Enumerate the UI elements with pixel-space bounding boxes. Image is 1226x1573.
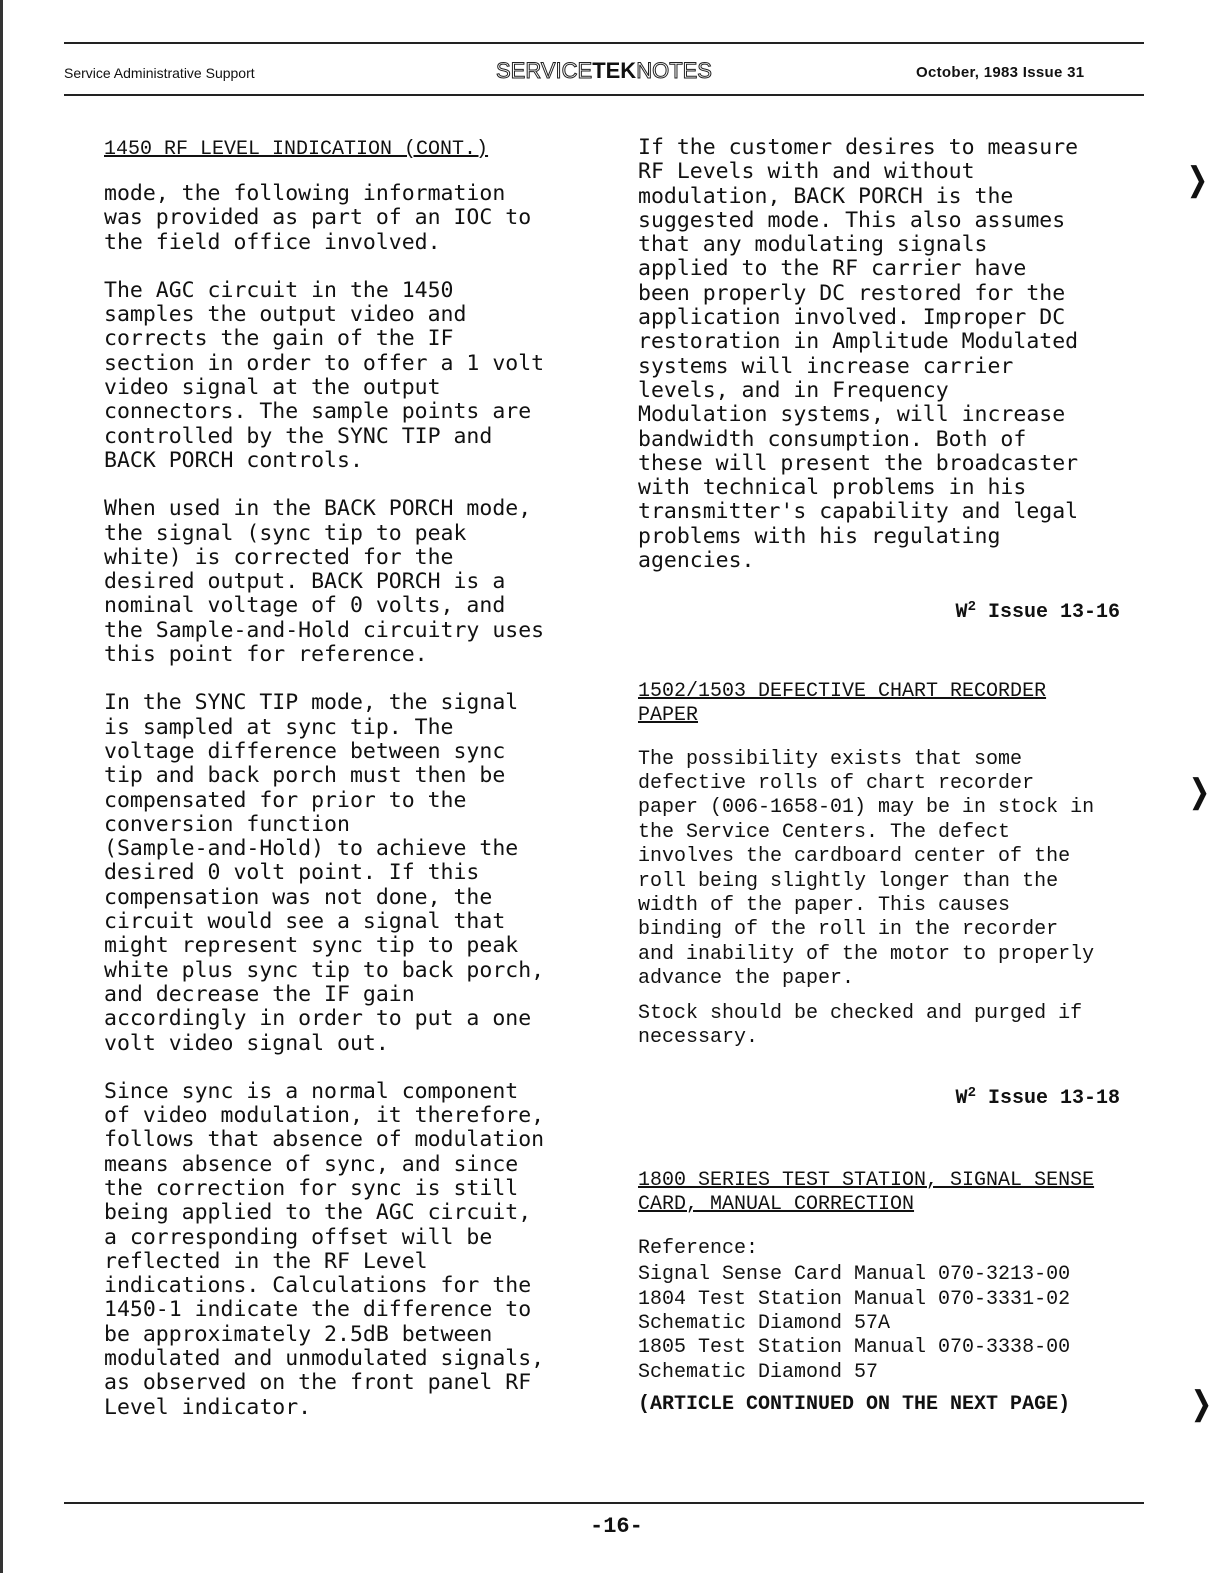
logo-notes: NOTES (636, 58, 712, 83)
continued-note: (ARTICLE CONTINUED ON THE NEXT PAGE) (638, 1393, 1071, 1417)
paragraph: The possibility exists that some defective rolls of chart recorder paper (006-1658-01) may be in stock in the Service Centers. The defect involves the cardboard center of the roll being slightly longer than the width of the paper. This causes binding of the roll in the recorder and inability of the motor to properly advance the paper. (638, 747, 1095, 991)
sig-superscript: 2 (967, 1084, 976, 1101)
logo-service: SERVICE (496, 58, 593, 83)
reference-label: Reference: (638, 1236, 759, 1260)
paragraph: If the customer desires to measure RF Levels with and without modulation, BACK PORCH is the suggested mode. This also assumes that any modulating signals applied to the RF carrier have been properly DC restored for the application involved. Improper DC restoration in Amplitude Modulated systems will increase carrier levels, and in Frequency Modulation systems, will increase bandwidth consumption. Both of these will present the broadcaster with technical problems in his transmitter's capability and legal problems with his regulating agencies. (638, 135, 1079, 574)
signature-issue-13-16 (638, 595, 1138, 625)
paragraph: Stock should be checked and purged if necessary. (638, 1001, 1083, 1050)
signature-issue-13-18 (638, 1081, 1138, 1111)
article-heading-1450: 1450 RF LEVEL INDICATION (CONT.) (104, 138, 489, 161)
page-number: -16- (590, 1514, 643, 1539)
header-top-rule (64, 42, 1144, 44)
paragraph: In the SYNC TIP mode, the signal is sampled at sync tip. The voltage difference between sync tip and back porch must then be compensated for prior to the conversion function (Sample-and-Hold) to achieve the desired 0 volt point. If this compensation was not done, the circuit would see a signal that might represent sync tip to peak white plus sync tip to back porch, and decrease the IF gain accordingly in order to put a one volt video signal out. (104, 690, 545, 1056)
paragraph: mode, the following information was provided as part of an IOC to the field office involved. (104, 181, 532, 255)
margin-arrow-icon: ❭ (1184, 160, 1211, 198)
sig-superscript: 2 (967, 599, 976, 616)
logo-tek: TEK (592, 58, 637, 83)
right-column (638, 136, 1138, 1418)
binding-edge (0, 0, 3, 1573)
header-issue-date: October, 1983 Issue 31 (916, 64, 1085, 81)
left-column (104, 138, 604, 1420)
sig-w: W (955, 1086, 968, 1110)
sig-issue: Issue 13-16 (975, 601, 1120, 625)
header-bottom-rule (64, 94, 1144, 96)
header-department: Service Administrative Support (64, 65, 255, 81)
sig-w: W (955, 601, 968, 625)
reference-list: Signal Sense Card Manual 070-3213-00 1804 Test Station Manual 070-3331-02 Schematic Diamond 57A 1805 Test Station Manual 070-3338-00 Schematic Diamond 57 (638, 1263, 1071, 1384)
service-teknotes-logo (496, 58, 712, 84)
paragraph: The AGC circuit in the 1450 samples the output video and corrects the gain of the IF section in order to offer a 1 volt video signal at the output connectors. The sample points are controlled by the SYNC TIP and BACK PORCH controls. (104, 277, 545, 473)
article-heading-1800: 1800 SERIES TEST STATION, SIGNAL SENSE CARD, MANUAL CORRECTION (638, 1168, 1095, 1216)
article-heading-1502: 1502/1503 DEFECTIVE CHART RECORDER PAPER (638, 679, 1047, 727)
sig-issue: Issue 13-18 (975, 1086, 1120, 1110)
margin-arrow-icon: ❭ (1188, 1384, 1215, 1422)
margin-arrow-icon: ❭ (1186, 772, 1213, 810)
paragraph: Since sync is a normal component of video modulation, it therefore, follows that absence of modulation means absence of sync, and since the correction for sync is still being applied to the AGC circuit, a corresponding offset will be reflected in the RF Level indications. Calculations for the 1450-1 indicate the difference to be approximately 2.5dB between modulated and unmodulated signals, as observed on the front panel RF Level indicator. (104, 1078, 545, 1420)
footer-rule (64, 1502, 1144, 1504)
paragraph: When used in the BACK PORCH mode, the signal (sync tip to peak white) is corrected for the desired output. BACK PORCH is a nominal voltage of 0 volts, and the Sample-and-Hold circuitry uses this point for reference. (104, 496, 545, 668)
